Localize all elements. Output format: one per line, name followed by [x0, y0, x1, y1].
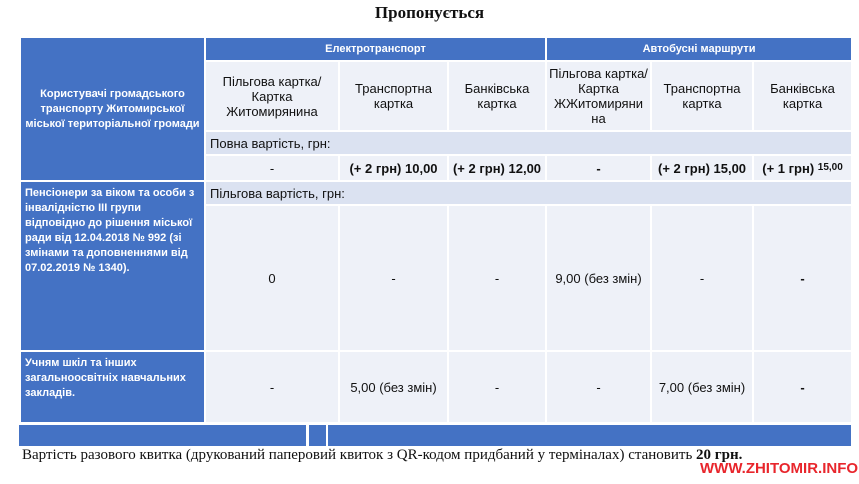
students-bus-transport: 7,00 (без змін) [651, 351, 753, 423]
single-ticket-price: 20 грн. [696, 447, 743, 463]
col-header-electro-bank: Банківська картка [448, 61, 546, 131]
full-price-electro-transport: (+ 2 грн) 10,00 [339, 155, 448, 181]
full-price-label: Повна вартість, грн: [205, 131, 852, 155]
privilege-price-label: Пільгова вартість, грн: [205, 181, 852, 205]
students-electro-transport: 5,00 (без змін) [339, 351, 448, 423]
pensioners-electro-bank: - [448, 205, 546, 351]
col-header-electro-privilege: Пільгова картка/Картка Житомирянина [205, 61, 339, 131]
fare-table [19, 36, 853, 424]
full-price-bus-bank [753, 155, 852, 181]
full-price-bus-privilege: - [546, 155, 651, 181]
single-ticket-note-text: Вартість разового квитка (друкований паперовий квиток з QR-кодом придбаний у терміналах) становить [22, 447, 697, 463]
users-header-label: Користувачі громадського транспорту Житомирської міської територіальної громади [25, 87, 200, 130]
col-header-bus-transport: Транспортна картка [651, 61, 753, 131]
footer-bar-right [328, 425, 851, 446]
pensioners-bus-transport: - [651, 205, 753, 351]
page-title: Пропонується [374, 3, 485, 22]
pensioners-electro-transport: - [339, 205, 448, 351]
footer-bar-left [19, 425, 306, 446]
footer-bar-middle [309, 425, 326, 446]
pensioners-electro-privilege: 0 [205, 205, 339, 351]
users-header-cell [20, 37, 205, 181]
pensioners-label: Пенсіонери за віком та особи з інвалідністю ІІІ групи відповідно до рішення міської ради від 12.04.2018 № 992 (зі змінами та доповненнями від 07.02.2019 № 1340). [25, 187, 195, 274]
full-price-electro-bank: (+ 2 грн) 12,00 [448, 155, 546, 181]
pensioners-bus-privilege: 9,00 (без змін) [546, 205, 651, 351]
students-label-cell [20, 351, 205, 423]
bus-group-header: Автобусні маршрути [546, 37, 852, 61]
students-electro-privilege: - [205, 351, 339, 423]
students-label: Учням шкіл та інших загальноосвітніх навчальних закладів. [25, 357, 186, 399]
full-price-electro-privilege: - [205, 155, 339, 181]
site-watermark: WWW.ZHITOMIR.INFO [700, 460, 859, 477]
pensioners-bus-bank: - [753, 205, 852, 351]
electro-group-header: Електротранспорт [205, 37, 546, 61]
students-electro-bank: - [448, 351, 546, 423]
students-bus-privilege: - [546, 351, 651, 423]
full-price-bus-transport: (+ 2 грн) 15,00 [651, 155, 753, 181]
full-price-bus-bank-extra: (+ 1 грн) [762, 160, 815, 176]
col-header-electro-transport: Транспортна картка [339, 61, 448, 131]
full-price-bus-bank-value: 15,00 [817, 161, 843, 173]
pensioners-label-cell [20, 181, 205, 351]
col-header-bus-bank: Банківська картка [753, 61, 852, 131]
col-header-bus-privilege: Пільгова картка/Картка ЖЖитомиряни на [546, 61, 651, 131]
students-bus-bank: - [753, 351, 852, 423]
